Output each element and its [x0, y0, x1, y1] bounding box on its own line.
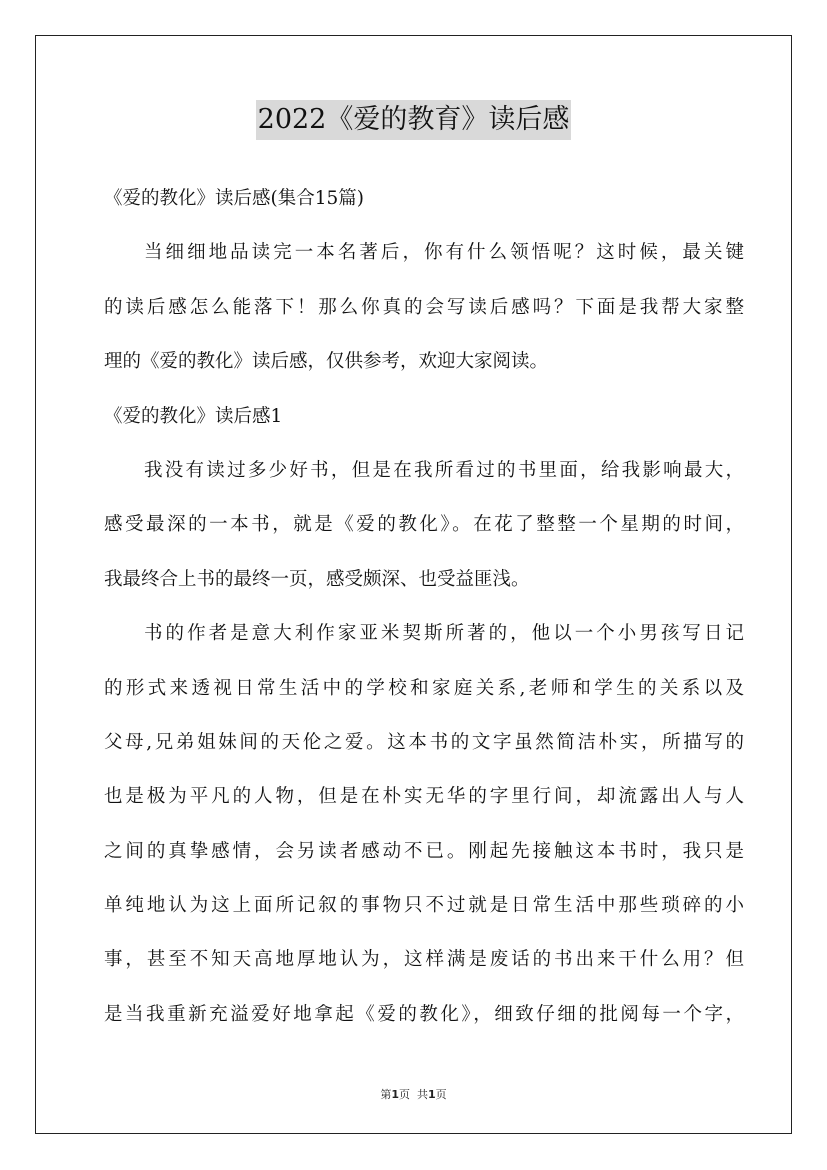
- footer-page-number: 1: [391, 1088, 399, 1101]
- footer-page-total: 1: [428, 1088, 436, 1101]
- paragraph-line: 单纯地认为这上面所记叙的事物只不过就是日常生活中那些琐碎的小: [104, 895, 744, 917]
- paragraph-line: 是当我重新充溢爱好地拿起《爱的教化》，细致仔细的批阅每一个字，: [104, 1003, 744, 1025]
- paragraph-line: 我没有读过多少好书，但是在我所看过的书里面，给我影响最大，: [144, 459, 744, 481]
- footer-page-mid: 页 共: [399, 1088, 428, 1101]
- footer-page-suffix: 页: [435, 1088, 447, 1101]
- document-title: 2022《爱的教育》读后感: [256, 100, 572, 140]
- paragraph-line: 也是极为平凡的人物，但是在朴实无华的字里行间，却流露出人与人: [104, 786, 744, 808]
- document-body: [104, 172, 744, 1042]
- paragraph-line: 之间的真挚感情，会另读者感动不已。刚起先接触这本书时，我只是: [104, 840, 744, 862]
- page-footer: [0, 1086, 827, 1102]
- title-container: [0, 100, 827, 140]
- paragraph-line: 感受最深的一本书，就是《爱的教化》。在花了整整一个星期的时间，: [104, 514, 744, 536]
- footer-page-prefix: 第: [380, 1088, 392, 1101]
- section-heading: 《爱的教化》读后感1: [104, 405, 283, 427]
- paragraph-line: 书的作者是意大利作家亚米契斯所著的，他以一个小男孩写日记: [144, 623, 744, 645]
- paragraph-line: 的读后感怎么能落下！那么你真的会写读后感吗？下面是我帮大家整: [104, 296, 744, 318]
- paragraph-line: 当细细地品读完一本名著后，你有什么领悟呢？这时候，最关键: [144, 242, 744, 264]
- paragraph-line: 理的《爱的教化》读后感，仅供参考，欢迎大家阅读。: [104, 351, 549, 373]
- section-heading: 《爱的教化》读后感(集合15篇): [104, 188, 364, 209]
- paragraph-line: 父母,兄弟姐妹间的天伦之爱。这本书的文字虽然简洁朴实，所描写的: [104, 731, 744, 753]
- paragraph-line: 我最终合上书的最终一页，感受颇深、也受益匪浅。: [104, 568, 530, 590]
- paragraph-line: 事，甚至不知天高地厚地认为，这样满是废话的书出来干什么用？但: [104, 949, 744, 971]
- paragraph-line: 的形式来透视日常生活中的学校和家庭关系,老师和学生的关系以及: [104, 677, 744, 699]
